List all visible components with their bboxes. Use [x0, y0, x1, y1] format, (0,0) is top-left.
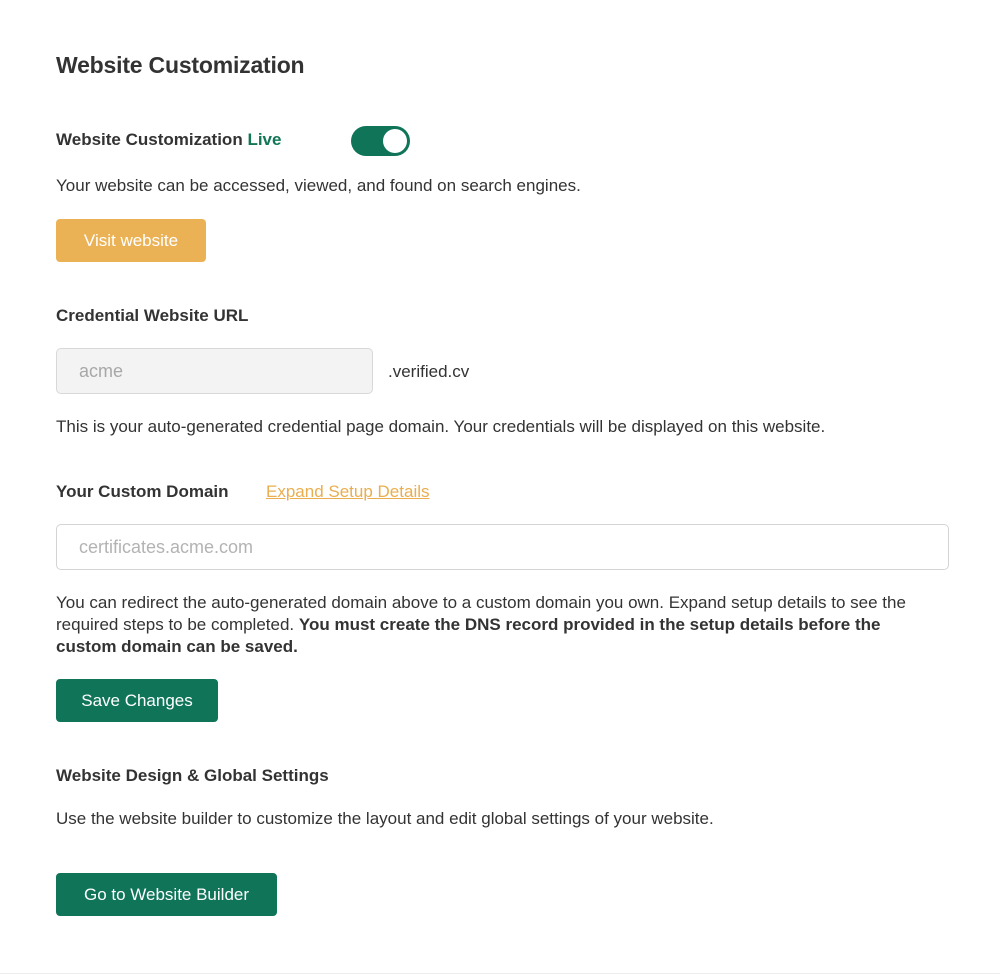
custom-domain-description: [56, 592, 956, 658]
design-settings-label: Website Design & Global Settings: [56, 766, 329, 785]
custom-domain-description-bold-end: custom domain can be saved.: [56, 637, 298, 656]
customization-label-row: [56, 130, 281, 150]
credential-url-description: This is your auto-generated credential page domain. Your credentials will be displayed on this website.: [56, 417, 826, 436]
custom-domain-description-plain: required steps to be completed.: [56, 615, 295, 634]
expand-setup-details-link[interactable]: Expand Setup Details: [266, 482, 430, 501]
visit-website-button[interactable]: Visit website: [56, 219, 206, 262]
custom-domain-description-line1: You can redirect the auto-generated domain above to a custom domain you own. Expand setup details to see the: [56, 593, 906, 612]
credential-url-label: Credential Website URL: [56, 306, 249, 325]
domain-suffix: .verified.cv: [388, 362, 470, 381]
customization-description: Your website can be accessed, viewed, and found on search engines.: [56, 176, 581, 195]
design-settings-description: Use the website builder to customize the layout and edit global settings of your website.: [56, 809, 714, 828]
page-title: Website Customization: [56, 52, 305, 78]
credential-url-input[interactable]: [56, 348, 373, 394]
custom-domain-description-bold: You must create the DNS record provided in the setup details before the: [298, 615, 881, 634]
custom-domain-label: Your Custom Domain: [56, 482, 229, 501]
custom-domain-description-line2: [56, 614, 956, 636]
custom-domain-description-line3: [56, 636, 956, 658]
website-live-toggle[interactable]: [351, 126, 410, 156]
toggle-knob: [383, 129, 407, 153]
save-changes-button[interactable]: Save Changes: [56, 679, 218, 722]
live-status-badge: Live: [247, 130, 282, 149]
custom-domain-input[interactable]: [56, 524, 949, 570]
customization-label: Website Customization: [56, 130, 243, 149]
go-to-website-builder-button[interactable]: Go to Website Builder: [56, 873, 277, 916]
